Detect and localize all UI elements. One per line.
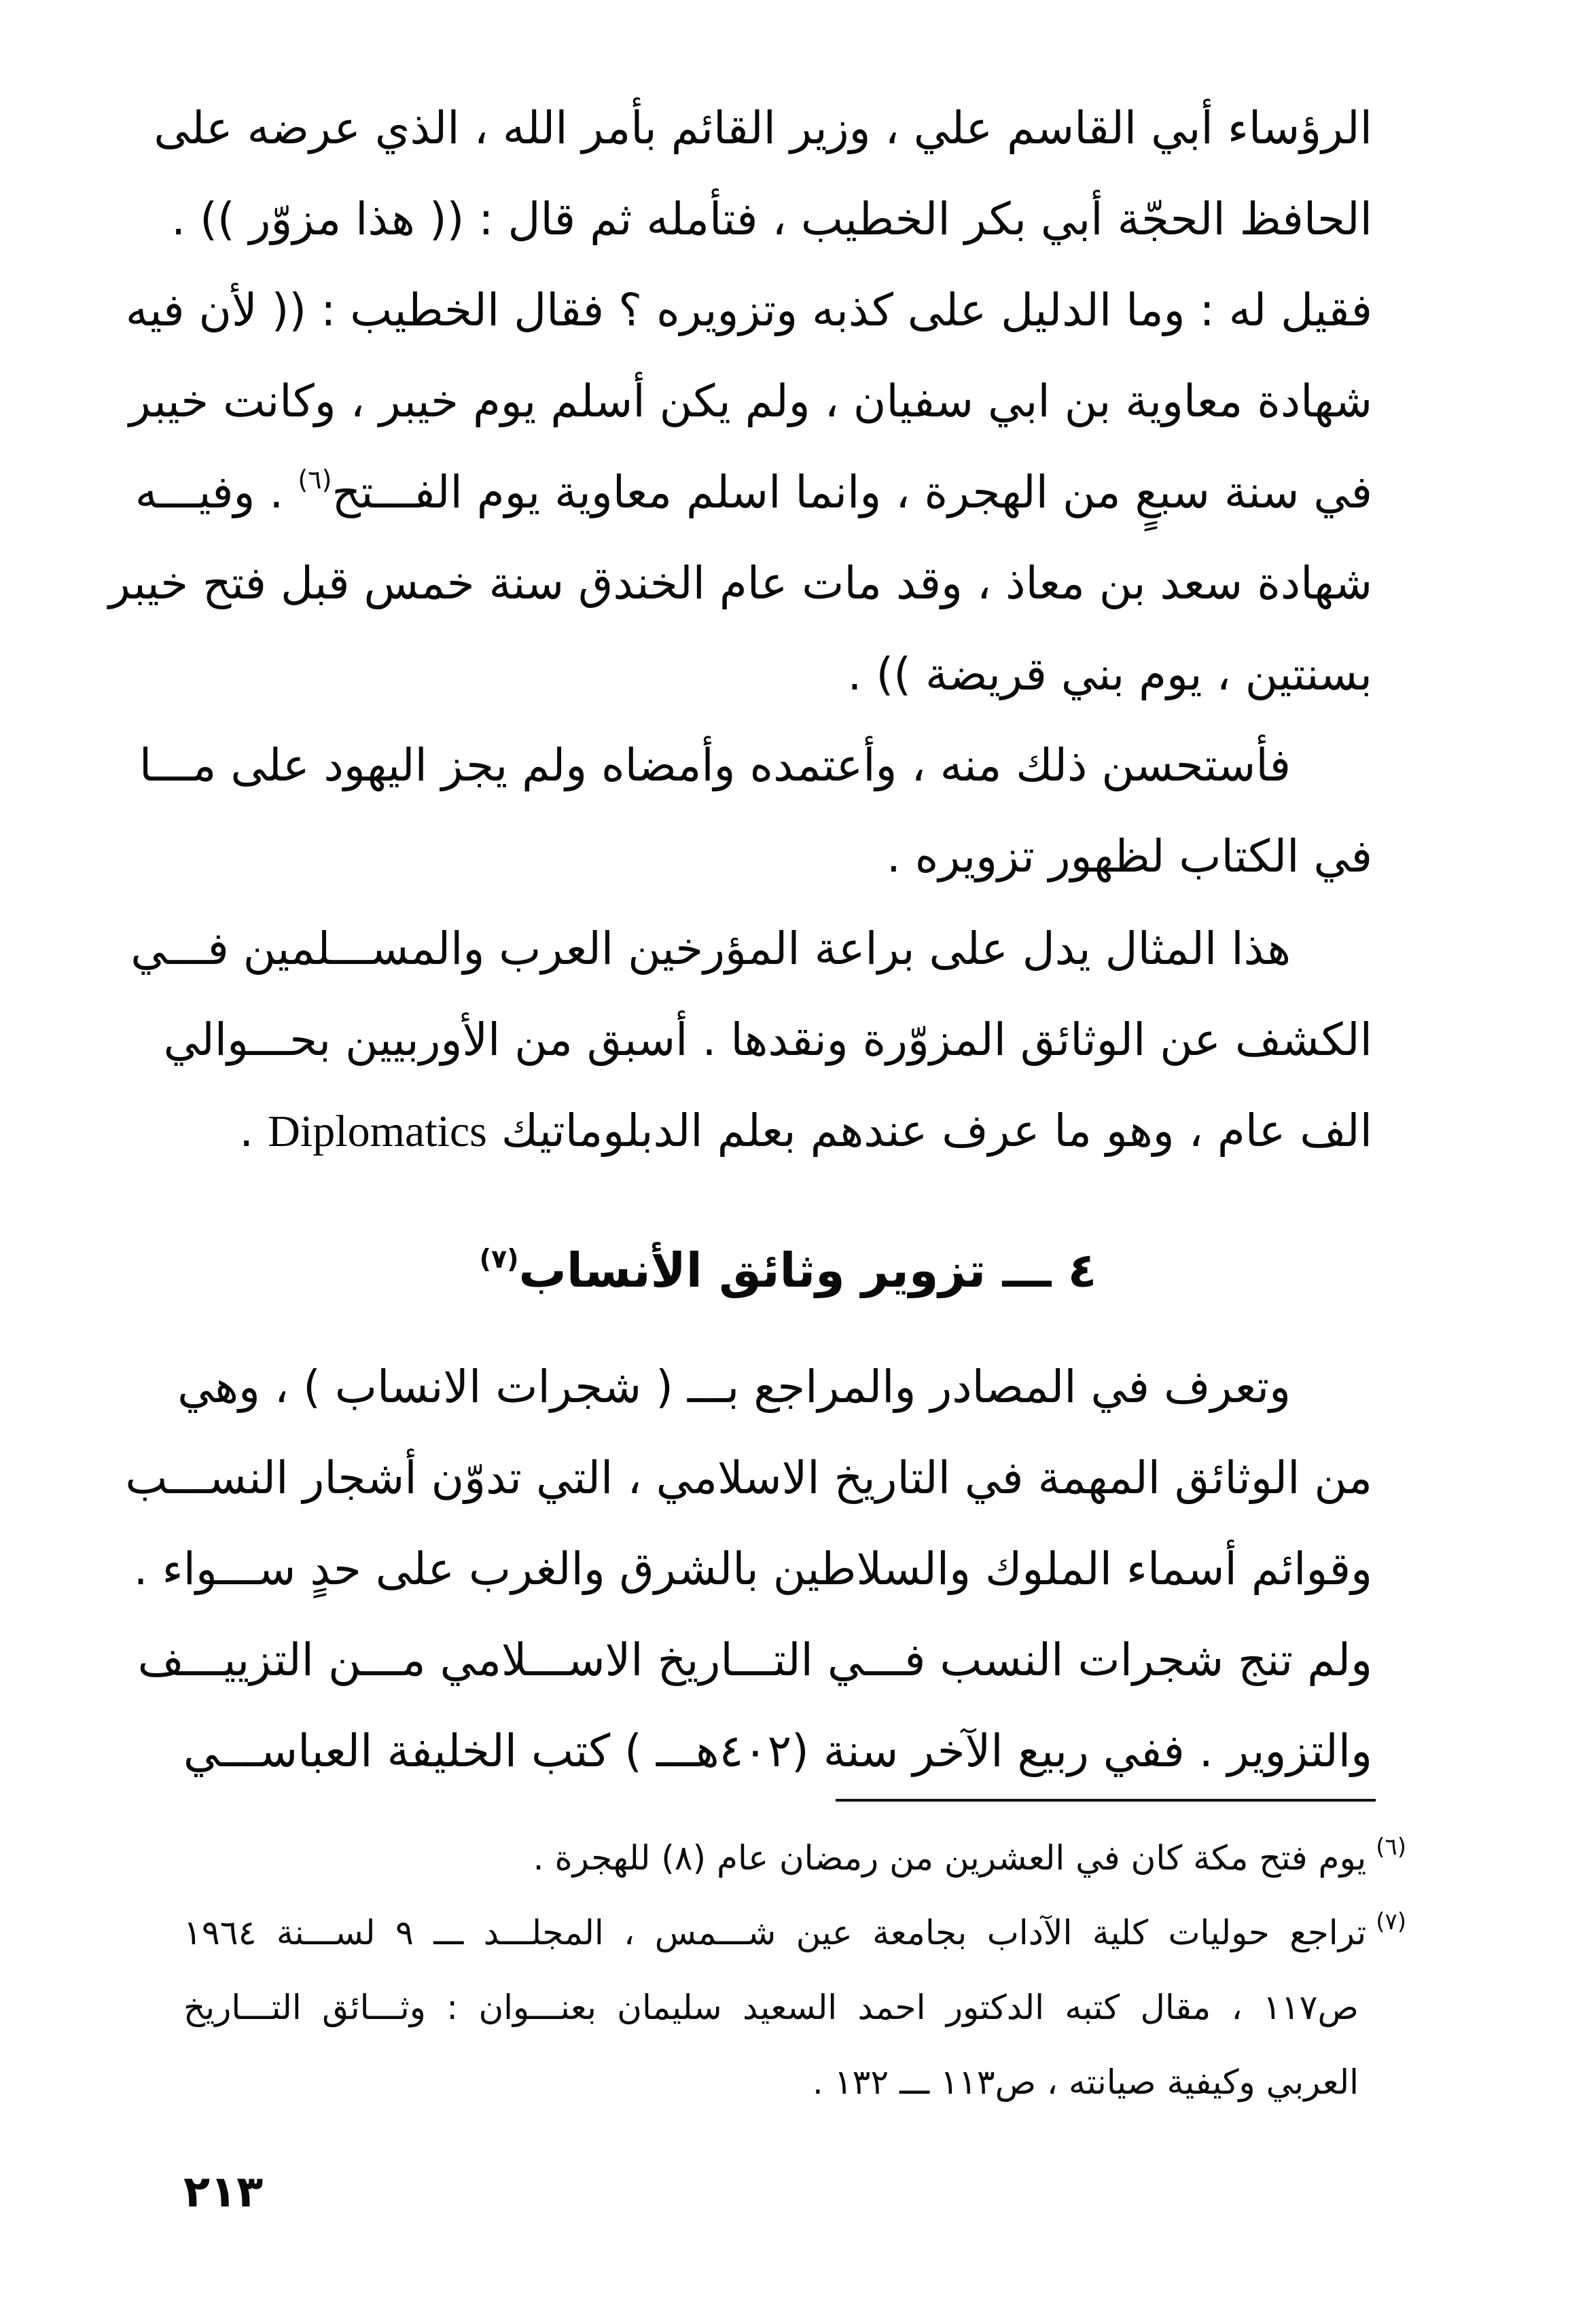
- page-number: ٢١٣: [183, 2167, 264, 2217]
- text-line: والتزوير . ففي ربيع الآخر سنة (٤٠٢هـــ ) كتب الخليفة العباســـي: [183, 1725, 1372, 1777]
- footnote-line: العربي وكيفية صيانته ، ص١١٣ ـــ ١٣٢ .: [812, 2062, 1359, 2102]
- text-line: هذا المثال يدل على براعة المؤرخين العرب والمســـلمين فـــي: [130, 923, 1291, 975]
- text-line: بسنتين ، يوم بني قريضة )) .: [847, 648, 1372, 700]
- footnote-text: تراجع حوليات كلية الآداب بجامعة عين شـــمس ، المجلـــد ـــ ٩ لســـنة ١٩٦٤: [183, 1913, 1367, 1952]
- text-line: فأستحسن ذلك منه ، وأعتمده وأمضاه ولم يجز اليهود على مـــا: [139, 739, 1291, 791]
- latin-term: Diplomatics: [268, 1107, 487, 1156]
- footnote-text: يوم فتح مكة كان في العشرين من رمضان عام (٨) للهجرة .: [533, 1838, 1367, 1878]
- footnote-ref-7: (٧): [479, 1244, 519, 1274]
- footnote-marker: (٦): [1376, 1834, 1406, 1861]
- text-line: وتعرف في المصادر والمراجع بـــ ( شجرات الانساب ) ، وهي: [177, 1361, 1291, 1413]
- text-line: من الوثائق المهمة في التاريخ الاسلامي ، التي تدوّن أشجار النســـب: [125, 1452, 1372, 1504]
- footnote-line: [183, 1821, 1406, 1895]
- text-fragment: الف عام ، وهو ما عرف عندهم بعلم الدبلوماتيك: [501, 1105, 1372, 1157]
- footnote-6: [183, 1821, 1406, 1895]
- text-line: شهادة معاوية بن ابي سفيان ، ولم يكن أسلم يوم خيبر ، وكانت خيبر: [129, 375, 1372, 427]
- text-line: فقيل له : وما الدليل على كذبه وتزويره ؟ فقال الخطيب : (( لأن فيه: [125, 284, 1372, 336]
- text-line: في الكتاب لظهور تزويره .: [886, 830, 1372, 882]
- text-line-mixed: [204, 1086, 1372, 1177]
- footnote-separator: [836, 1799, 1376, 1802]
- heading-text: ٤ ـــ تزوير وثائق الأنساب: [518, 1243, 1097, 1298]
- text-fragment: . وفيـــه: [135, 466, 298, 518]
- text-fragment: في سنة سبعٍ من الهجرة ، وانما اسلم معاوية يوم الفـــتح: [332, 466, 1372, 518]
- paragraph-2: [139, 720, 1372, 902]
- section-heading: [204, 1230, 1372, 1311]
- text-line: الكشف عن الوثائق المزوّرة ونقدها . أسبق من الأوربيين بحـــوالي: [163, 1014, 1372, 1066]
- footnote-marker: (٧): [1376, 1908, 1406, 1935]
- footnote-ref-6: (٦): [298, 465, 332, 495]
- text-line-with-footnote-ref: [135, 447, 1372, 538]
- footnote-line: [183, 1895, 1406, 1970]
- text-fragment: .: [239, 1105, 268, 1157]
- footnote-line: ص١١٧ ، مقال كتبه الدكتور احمد السعيد سليمان بعنـــوان : وثـــائق التـــاريخ: [183, 1988, 1359, 2027]
- paragraph-4: [125, 1342, 1372, 1797]
- text-line: ولم تنج شجرات النسب فـــي التـــاريخ الاســـلامي مـــن التزييـــف: [137, 1634, 1372, 1686]
- footnotes: [183, 1821, 1406, 2120]
- paragraph-3: [130, 904, 1372, 1177]
- text-line: وقوائم أسماء الملوك والسلاطين بالشرق والغرب على حدٍ ســـواء .: [133, 1543, 1372, 1595]
- text-line: الرؤساء أبي القاسم علي ، وزير القائم بأمر الله ، الذي عرضه على: [154, 102, 1372, 154]
- paragraph-1: [108, 83, 1372, 720]
- text-line: شهادة سعد بن معاذ ، وقد مات عام الخندق سنة خمس قبل فتح خيبر: [108, 557, 1372, 609]
- text-line: الحافظ الحجّة أبي بكر الخطيب ، فتأمله ثم قال : (( هذا مزوّر )) .: [171, 193, 1372, 245]
- footnote-7: [183, 1895, 1406, 2120]
